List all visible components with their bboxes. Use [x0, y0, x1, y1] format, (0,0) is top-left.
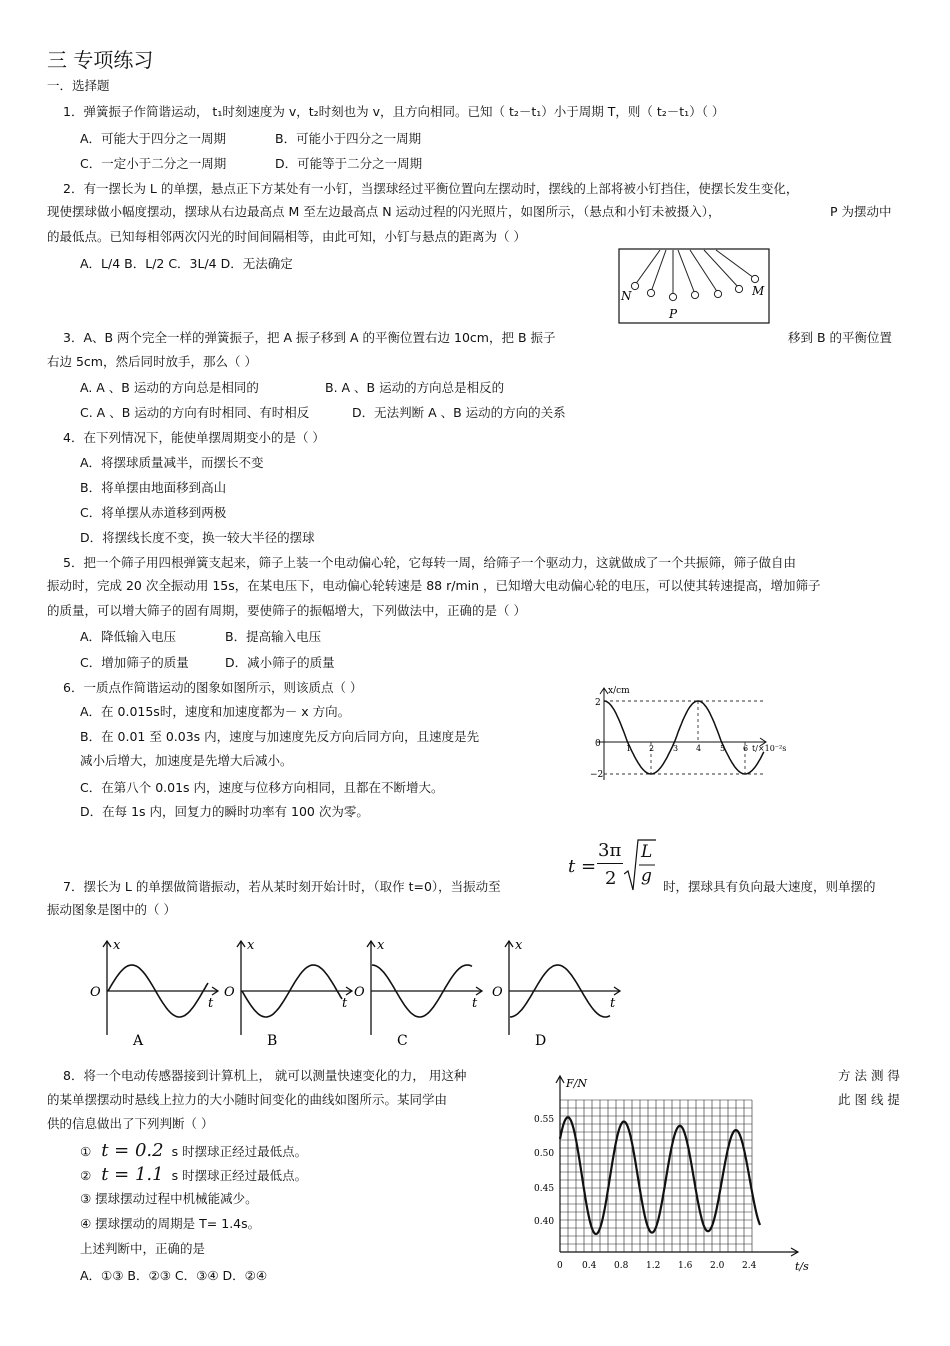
axis-t-label: t — [472, 996, 478, 1011]
q8-statement-4: ④ 摆球摆动的周期是 T= 1.4s。 — [80, 1216, 261, 1231]
q5-option-a: A．降低输入电压 — [80, 629, 177, 644]
q6-option-b-line2: 减小后增大，加速度是先增大后减小。 — [80, 753, 293, 768]
q6-stem: 6．一质点作简谐运动的图象如图所示，则该质点（ ） — [63, 680, 363, 695]
q8-line2-end: 此 图 线 提 — [838, 1092, 900, 1107]
q7-graph-b — [222, 935, 356, 1050]
axis-x-label: x — [247, 938, 255, 953]
pendulum-flashes — [631, 250, 758, 301]
formula-fraction-bar — [597, 863, 623, 864]
x-axis-label: t/×10⁻²s — [752, 744, 787, 753]
q6-option-d: D．在每 1s 内，回复力的瞬时功率有 100 次为零。 — [80, 804, 369, 819]
axis-x-label: x — [113, 938, 121, 953]
graph-label: B — [267, 1033, 278, 1049]
q5-line2: 振动时，完成 20 次全振动用 15s，在某电压下，电动偏心轮转速是 88 r/min ，已知增大电动偏心轮的电压，可以使其转速提高，增加筛子 — [47, 578, 821, 593]
q5-option-c: C．增加筛子的质量 — [80, 655, 189, 670]
q8-options: A．①③ B．②③ C．③④ D．②④ — [80, 1268, 268, 1283]
graph-label: A — [133, 1033, 144, 1049]
q7-graph-d — [490, 935, 624, 1050]
t-axis-label: t/s — [795, 1260, 809, 1273]
q2-line2: 现使摆球做小幅度摆动，摆球从右边最高点 M 至左边最高点 N 运动过程的闪光照片，如图所示，（悬点和小钉未被摄入）， — [47, 204, 721, 219]
q4-option-d: D．将摆线长度不变，换一较大半径的摆球 — [80, 530, 315, 545]
q3-line1: 3．A、B 两个完全一样的弹簧振子，把 A 振子移到 A 的平衡位置右边 10cm，把 B 振子 — [63, 330, 556, 345]
x-tick-1: 1 — [626, 744, 632, 753]
q2-line2-end: P 为摆动中 — [830, 204, 892, 219]
q3-option-b: B. A 、B 运动的方向总是相反的 — [325, 380, 505, 395]
shm-curve — [604, 701, 764, 774]
q7-graph-a — [88, 935, 222, 1050]
origin-label: O — [90, 985, 101, 1000]
t-tick-12: 1.2 — [646, 1261, 661, 1271]
q1-option-d: D．可能等于二分之一周期 — [275, 156, 423, 171]
t-tick-04: 0.4 — [582, 1261, 597, 1271]
q8-s1-text: s 时摆球正经过最低点。 — [171, 1144, 308, 1159]
t-tick-08: 0.8 — [614, 1261, 629, 1271]
formula-denominator: 2 — [605, 868, 617, 889]
force-curve — [560, 1117, 760, 1234]
axis-t-label: t — [610, 996, 616, 1011]
q8-s1-expr: t = 0.2 — [101, 1140, 164, 1161]
q1-option-c: C．一定小于二分之一周期 — [80, 156, 227, 171]
dashed-guides — [604, 701, 766, 774]
q1-option-a: A．可能大于四分之一周期 — [80, 131, 227, 146]
q7-line1: 7．摆长为 L 的单摆做简谐振动，若从某时刻开始计时，（取作 t=0），当振动至 — [63, 879, 501, 894]
q8-summary: 上述判断中，正确的是 — [80, 1241, 206, 1256]
origin-label: O — [354, 985, 365, 1000]
q7-line1-end: 时，摆球具有负向最大速度，则单摆的 — [663, 879, 876, 894]
x-tick-5: 5 — [720, 744, 726, 753]
x-tick-2: 2 — [649, 744, 655, 753]
label-n: N — [621, 289, 632, 303]
axis-t-label: t — [208, 996, 214, 1011]
q5-option-d: D．减小筛子的质量 — [225, 655, 335, 670]
y-axis-label: x/cm — [608, 686, 630, 696]
q4-stem: 4．在下列情况下，能使单摆周期变小的是（ ） — [63, 430, 325, 445]
q2-line3: 的最低点。已知每相邻两次闪光的时间间隔相等，由此可知，小钉与悬点的距离为（ ） — [47, 229, 526, 244]
q5-line3: 的质量，可以增大筛子的固有周期，要使筛子的振幅增大，下列做法中，正确的是（ ） — [47, 603, 526, 618]
label-m: M — [752, 284, 765, 298]
q3-option-c: C. A 、B 运动的方向有时相同、有时相反 — [80, 405, 310, 420]
t-tick-16: 1.6 — [678, 1261, 693, 1271]
f-tick-040: 0.40 — [534, 1217, 555, 1227]
q8-s1-num: ① — [80, 1144, 92, 1159]
q6-shm-graph — [590, 682, 800, 782]
q1-stem: 1．弹簧振子作简谐运动， t₁时刻速度为 v，t₂时刻也为 v，且方向相同。已知（ t₂－t₁）小于周期 T，则（ t₂－t₁）（ ） — [63, 104, 725, 119]
q7-line2: 振动图象是图中的（ ） — [47, 902, 176, 917]
y-tick-2: 2 — [595, 698, 601, 708]
q2-options: A．L/4 B．L/2 C．3L/4 D．无法确定 — [80, 256, 293, 271]
q1-option-b: B．可能小于四分之一周期 — [275, 131, 422, 146]
q3-line1-end: 移到 B 的平衡位置 — [788, 330, 893, 345]
graph-label: D — [535, 1033, 547, 1049]
axis-x-label: x — [515, 938, 523, 953]
q5-option-b: B．提高输入电压 — [225, 629, 322, 644]
formula-rad-numerator: L — [641, 842, 653, 862]
x-tick-4: 4 — [696, 744, 702, 753]
q7-graph-c — [352, 935, 486, 1050]
q6-option-b-line1: B．在 0.01 至 0.03s 内，速度与加速度先反方向后同方向，且速度是先 — [80, 729, 480, 744]
q3-option-d: D．无法判断 A 、B 运动的方向的关系 — [352, 405, 566, 420]
f-tick-050: 0.50 — [534, 1149, 555, 1159]
t-tick-24: 2.4 — [742, 1261, 757, 1271]
x-tick-3: 3 — [673, 744, 679, 753]
q4-option-c: C．将单摆从赤道移到两极 — [80, 505, 227, 520]
q2-line1: 2．有一摆长为 L 的单摆，悬点正下方某处有一小钉，当摆球经过平衡位置向左摆动时，摆线的上部将被小钉挡住，使摆长发生变化， — [63, 181, 799, 196]
axis-x-label: x — [377, 938, 385, 953]
q8-statement-1 — [80, 1142, 307, 1160]
t-tick-20: 2.0 — [710, 1261, 725, 1271]
f-tick-045: 0.45 — [534, 1184, 555, 1194]
q3-option-a: A. A 、B 运动的方向总是相同的 — [80, 380, 259, 395]
photo-frame — [619, 249, 769, 323]
q7-formula — [568, 838, 658, 894]
y-tick-0: 0 — [595, 739, 601, 749]
q8-s2-expr: t = 1.1 — [101, 1164, 164, 1185]
x-tick-6: 6 — [743, 744, 749, 753]
axis-t-label: t — [342, 996, 348, 1011]
label-p: P — [669, 307, 678, 321]
q8-statement-3: ③ 摆球摆动过程中机械能减少。 — [80, 1191, 258, 1206]
page-title: 三 专项练习 — [47, 48, 154, 72]
section-heading: 一．选择题 — [47, 78, 110, 93]
formula-lhs: t = — [568, 856, 597, 877]
q8-line1-end: 方 法 测 得 — [838, 1068, 900, 1083]
f-tick-055: 0.55 — [534, 1115, 555, 1125]
y-tick-neg2: −2 — [590, 770, 604, 780]
pendulum-flash-photo — [618, 248, 770, 324]
q8-line2: 的某单摆摆动时悬线上拉力的大小随时间变化的曲线如图所示。某同学由 — [47, 1092, 448, 1107]
q3-line2: 右边 5cm，然后同时放手，那么（ ） — [47, 354, 257, 369]
t-tick-0: 0 — [557, 1261, 563, 1271]
q8-force-graph — [530, 1070, 820, 1275]
q8-line3: 供的信息做出了下列判断（ ） — [47, 1116, 214, 1131]
q6-option-c: C．在第八个 0.01s 内，速度与位移方向相同，且都在不断增大。 — [80, 780, 444, 795]
q4-option-b: B．将单摆由地面移到高山 — [80, 480, 227, 495]
q8-s2-text: s 时摆球正经过最低点。 — [171, 1168, 308, 1183]
f-axis-label: F/N — [566, 1077, 587, 1090]
q6-option-a: A．在 0.015s时，速度和加速度都为－ x 方向。 — [80, 704, 351, 719]
origin-label: O — [492, 985, 503, 1000]
formula-rad-denominator: g — [641, 866, 652, 886]
q5-line1: 5．把一个筛子用四根弹簧支起来，筛子上装一个电动偏心轮，它每转一周，给筛子一个驱动力，这就做成了一个共振筛，筛子做自由 — [63, 555, 796, 570]
q4-option-a: A．将摆球质量减半，而摆长不变 — [80, 455, 264, 470]
origin-label: O — [224, 985, 235, 1000]
q8-s2-num: ② — [80, 1168, 92, 1183]
q8-line1: 8．将一个电动传感器接到计算机上， 就可以测量快速变化的力， 用这种 — [63, 1068, 467, 1083]
q8-statement-2 — [80, 1166, 307, 1184]
graph-label: C — [397, 1033, 408, 1049]
formula-numerator: 3π — [598, 840, 622, 861]
